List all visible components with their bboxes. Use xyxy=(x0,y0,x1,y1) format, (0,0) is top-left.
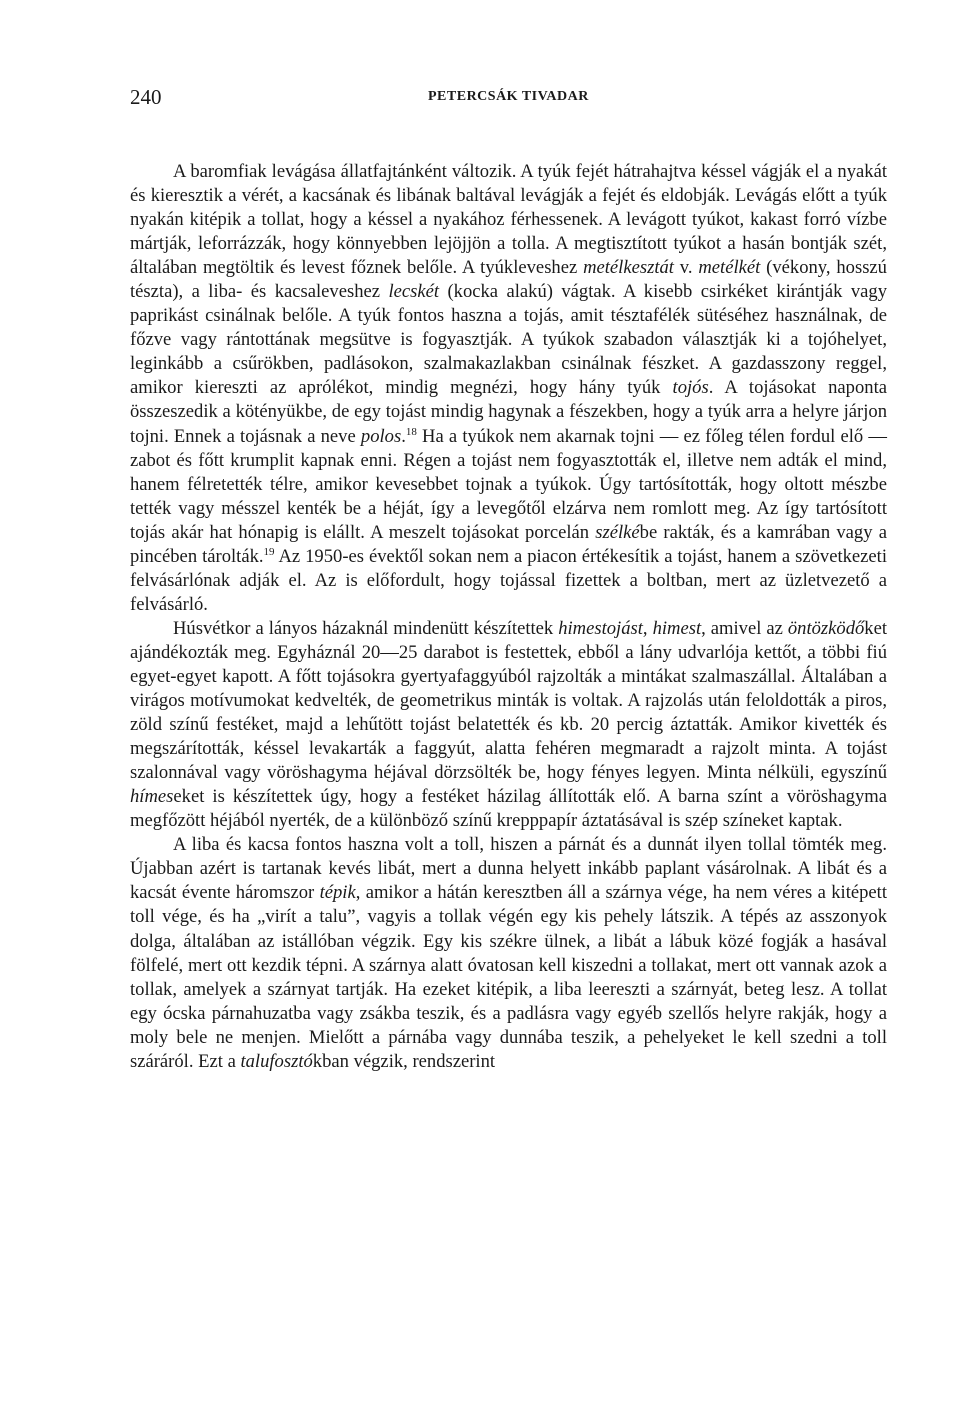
text-run: ket ajándékozták meg. Egyháznál 20—25 darabot is festettek, ebből a lány udvarlója kettőt, a többi fiú egyet-egyet kapott. A főtt tojásokra gyertyafaggyúból rajzolták a mintákat szalmaszállal. Általában a virágos motívumokat kedvelték, de geometrikus minták is voltak. A rajzolás után feloldották a piros, zöld színű festéket, majd a lehűtött tojást belatették és kb. 20 percig áztatták. Amikor kivették és megszárították, késsel levakarták a faggyút, alatta fehéren megmaradt a rajzolt minta. A tojást szalonnával vagy vöröshagyma héjával dörzsölték be, hogy fényes legyen. Minta nélküli, egyszínű xyxy=(130,617,888,784)
text-run: A baromfiak levágása állatfajtánként változik. A tyúk fejét hátrahajtva késsel vágják el a nyakát és kieresztik a vérét, a kacsának és libának baltával levágják a fejét és eldobják. Levágás előtt a tyúk nyakán kitépik a tollat, hogy a késsel a nyakához férhessenek. A levágott tyúkot, kakast forró vízbe mártják, leforrázzák, hogy könnyebben lejöjjön a tolla. A megtisztított tyúkot a hasán bontják szét, általában megtöltik és levest főznek belőle. A tyúkleveshez xyxy=(130,161,887,279)
text-run: (vékony, hosszú tészta), a liba- és kacsaleveshez xyxy=(130,257,887,303)
text-run: (kocka alakú) vágtak. A kisebb csirkéket kirántják vagy paprikást csinálnak belőle. A tyúk fontos haszna a tojás, amit tésztafélék sütéséhez használnak, de főzve vagy rántottának megsütve is fogyasztják. A tyúkok szabadon választják ki a tojóhelyet, leginkább a csűrökben, padlásokon, szalmakazlakban csinálnak fészket. A gazdasszony reggel, amikor kiereszti az aprólékot, mindig megnézi, hogy hány tyúk xyxy=(130,281,887,399)
text-run: Az 1950-es évektől sokan nem a piacon értékesítik a tojást, hanem a szövetkezeti felvásárlónak adják el. Az is előfordult, hogy tojással fizettek a boltban, mert az üzletvezető a felvásárló. xyxy=(130,545,888,615)
italic-term: metélkesztát xyxy=(583,257,674,279)
paragraph-feathers xyxy=(130,833,887,1073)
paragraph-easter-eggs xyxy=(130,617,887,833)
text-run: Húsvétkor a lányos házaknál mindenütt készítettek xyxy=(173,617,559,639)
text-run: v. xyxy=(673,257,699,279)
text-run: A liba és kacsa fontos haszna volt a toll, hiszen a párnát és a dunnát ilyen tollal tömték meg. Újabban azért is tartanak kevés libát, mert a dunna helyett inkább paplant vásárolnak. A libát és a kacsát évente háromszor xyxy=(130,834,887,904)
italic-term: öntözködő xyxy=(787,617,865,639)
italic-term: himest xyxy=(652,617,702,639)
footnote-marker: 19 xyxy=(263,545,275,558)
running-header xyxy=(130,82,887,112)
text-run: , amikor a hátán keresztben áll a szárnya vége, ha nem véres a kitépett toll vége, és ha „virít a talu”, vagyis a tollak végén egy kis pehely látszik. A tépés az asszonyok dolga, általában az istállóban végzik. Egy kis székre ülnek, a libát a lábuk közé fogják a hasával fölfelé, mert ott kezdik tépni. A szárnya alatt óvatosan kell kiszedni a tollakat, mert ott vannak azok a tollak, amelyek a szárnyat tartják. Ha ezeket kitépik, a liba leereszti a szárnyát, beteg lesz. A tollat egy ócska párnahuzatba vagy zsákba teszik, és a padlásra vagy egyéb szellős helyre rakják, hogy a moly bele ne menjen. Mielőtt a párnába vagy dunnába teszik, a pehelyeket le kell szedni a toll száráról. Ezt a xyxy=(130,882,887,1072)
italic-term: szélké xyxy=(595,521,640,543)
italic-term: polos xyxy=(360,425,402,447)
text-run: . xyxy=(401,425,406,447)
italic-term: lecskét xyxy=(388,281,440,303)
text-run: eket is készítettek úgy, hogy a festéket házilag állították elő. A barna színt a vöröshagyma megfőzött héjából nyerték, de a különböző színű krepppapír áztatásával is szép színeket kaptak. xyxy=(130,786,887,832)
body-text xyxy=(130,160,887,1074)
text-run: be rakták, és a kamrában vagy a pincében tárolták. xyxy=(130,521,887,567)
page-number: 240 xyxy=(130,85,162,109)
italic-term: metélkét xyxy=(698,257,761,279)
footnote-marker: 18 xyxy=(405,425,417,438)
italic-term: talufosztó xyxy=(240,1050,313,1072)
italic-term: himestojást xyxy=(558,617,643,639)
italic-term: tojós xyxy=(672,377,709,399)
text-run: , amivel az xyxy=(701,617,788,639)
paragraph-poultry-slaughter xyxy=(130,160,887,617)
text-run: , xyxy=(642,617,653,639)
text-run: kban végzik, rendszerint xyxy=(312,1050,496,1072)
text-run: . A tojásokat naponta összeszedik a kötényükbe, de egy tojást mindig hagynak a fészekben, hogy a tyúk arra a helyre járjon tojni. Ennek a tojásnak a neve xyxy=(130,377,887,447)
italic-term: tépik xyxy=(319,882,356,904)
italic-term: hímes xyxy=(130,786,174,808)
text-run: Ha a tyúkok nem akarnak tojni — ez főleg télen fordul elő — zabot és főtt krumplit kapnak enni. Régen a tojást nem fogyasztották el, illetve nem adták el mind, hanem félretették télre, amikor kevesebbet tojnak a tyúkok. Úgy tartósították, hogy oltott mészbe tették vagy mésszel kenték be a héját, így a levegőtől elzárva nem romlott meg. Az így tartósított tojás akár hat hónapig is elállt. A meszelt tojásokat porcelán xyxy=(130,425,887,543)
running-title-author: PETERCSÁK TIVADAR xyxy=(428,89,589,104)
